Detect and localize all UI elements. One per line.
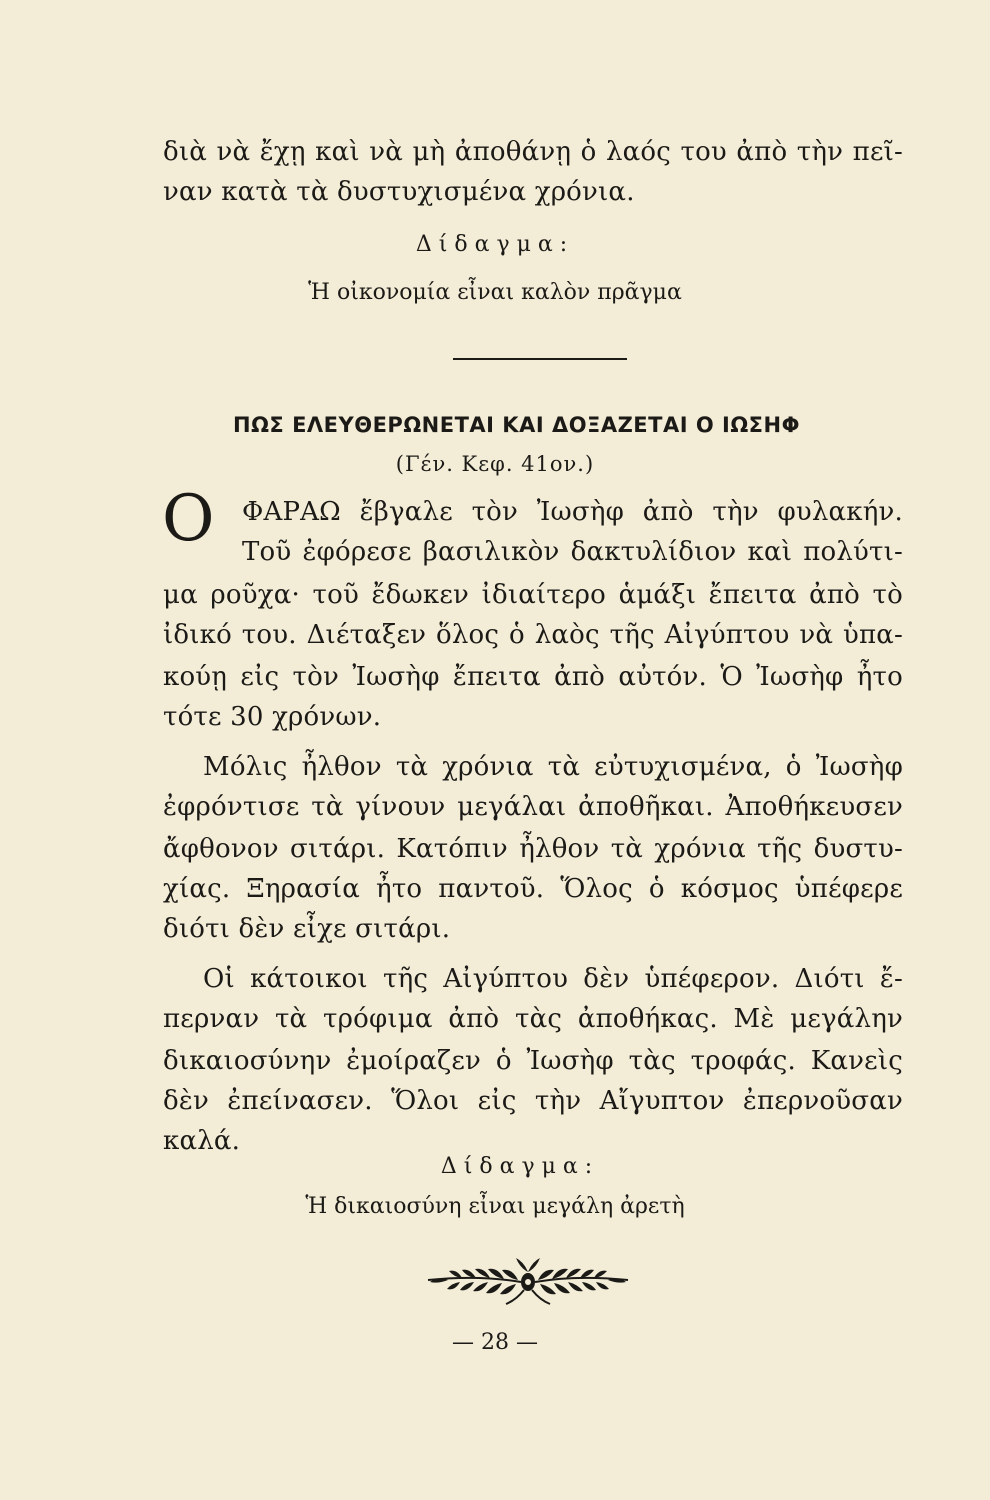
text-line: ἰδικό του. Διέταξεν ὅλος ὁ λαὸς τῆς Αἰγύπτου νὰ ὑπα- — [163, 620, 903, 650]
text-line: ναν κατὰ τὰ δυστυχισμένα χρόνια. — [163, 177, 635, 207]
moral-text: Ἡ δικαιοσύνη εἶναι μεγάλη ἀρετὴ — [305, 1194, 685, 1219]
text-line: τότε 30 χρόνων. — [163, 702, 382, 732]
text-line: χίας. Ξηρασία ἦτο παντοῦ. Ὅλος ὁ κόσμος ὑπέφερε — [163, 874, 903, 904]
text-line: Μόλις ἦλθον τὰ χρόνια τὰ εὐτυχισμένα, ὁ Ἰωσὴφ — [203, 752, 903, 782]
text-line: δὲν ἐπείνασεν. Ὅλοι εἰς τὴν Αἴγυπτον ἐπερνοῦσαν — [163, 1086, 903, 1116]
page-number: — 28 — — [452, 1330, 538, 1355]
text-line: κούῃ εἰς τὸν Ἰωσὴφ ἔπειτα ἀπὸ αὐτόν. Ὁ Ἰωσὴφ ἦτο — [163, 662, 903, 692]
text-line: Οἱ κάτοικοι τῆς Αἰγύπτου δὲν ὑπέφερον. Διότι ἔ- — [203, 964, 903, 994]
chapter-reference: (Γέν. Κεφ. 41ον.) — [395, 452, 595, 476]
text-line: περναν τὰ τρόφιμα ἀπὸ τὰς ἀποθήκας. Μὲ μεγάλην — [163, 1004, 903, 1034]
drop-cap: Ο — [162, 482, 215, 556]
text-line: δικαιοσύνην ἐμοίραζεν ὁ Ἰωσὴφ τὰς τροφάς. Κανεὶς — [163, 1046, 903, 1076]
text-line: ΦΑΡΑΩ ἔβγαλε τὸν Ἰωσὴφ ἀπὸ τὴν φυλακήν. — [242, 497, 903, 527]
text-line: μα ροῦχα· τοῦ ἔδωκεν ἰδιαίτερο ἁμάξι ἔπειτα ἀπὸ τὸ — [163, 580, 903, 610]
text-line: καλά. — [163, 1126, 241, 1156]
text-line: Τοῦ ἐφόρεσε βασιλικὸν δακτυλίδιον καὶ πολύτι- — [242, 537, 903, 567]
moral-text: Ἡ οἰκονομία εἶναι καλὸν πρᾶγμα — [308, 280, 682, 305]
text-line: διότι δὲν εἶχε σιτάρι. — [163, 914, 451, 944]
text-line: ἐφρόντισε τὰ γίνουν μεγάλαι ἀποθῆκαι. Ἀποθήκευσεν — [163, 792, 903, 822]
moral-label: Δίδαγμα: — [415, 232, 575, 257]
text-line: διὰ νὰ ἔχῃ καὶ νὰ μὴ ἀποθάνῃ ὁ λαός του ἀπὸ τὴν πεῖ- — [163, 137, 903, 167]
floral-vignette-icon — [418, 1252, 638, 1312]
chapter-title: ΠΩΣ ΕΛΕΥΘΕΡΩΝΕΤΑΙ ΚΑΙ ΔΟΞΑΖΕΤΑΙ Ο ΙΩΣΗΦ — [233, 413, 800, 437]
section-divider — [453, 358, 627, 360]
text-line: ἄφθονον σιτάρι. Κατόπιν ἦλθον τὰ χρόνια τῆς δυστυ- — [163, 834, 903, 864]
moral-label: Δίδαγμα: — [440, 1154, 600, 1179]
